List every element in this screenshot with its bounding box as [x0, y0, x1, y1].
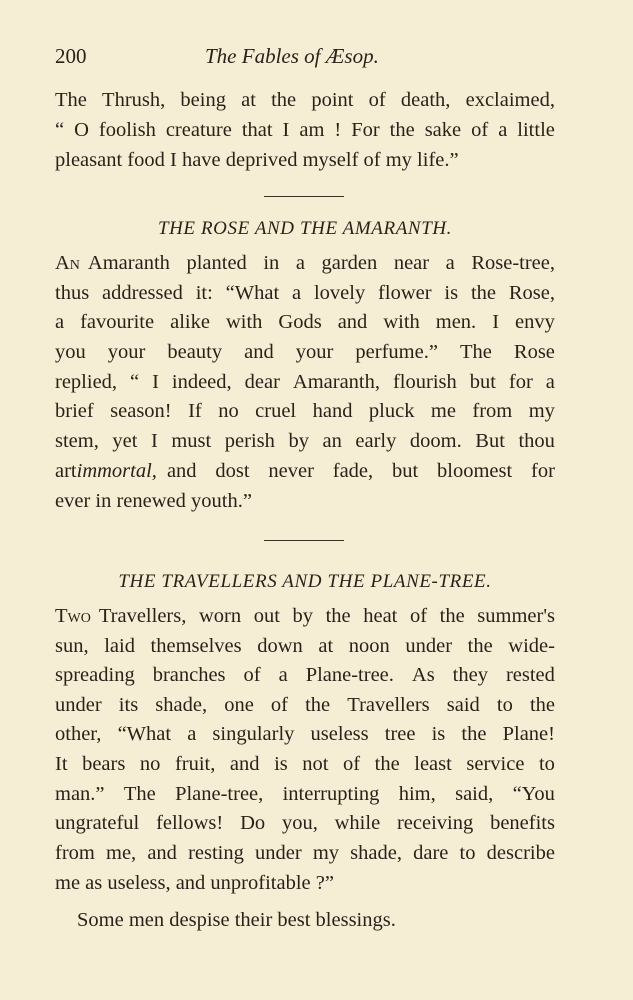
word: thou: [518, 430, 555, 452]
word: and: [147, 842, 177, 864]
word: receiving: [396, 812, 474, 834]
word: of: [368, 89, 386, 111]
word: you: [55, 341, 86, 363]
word: favourite: [80, 311, 155, 333]
word: for: [508, 371, 533, 393]
word: sake: [424, 119, 462, 141]
word: heat: [363, 605, 398, 627]
word: said,: [455, 783, 494, 805]
word: rested: [505, 664, 555, 686]
word: fade,: [332, 460, 374, 482]
word: interrupting: [282, 783, 380, 805]
word: garden: [321, 252, 378, 274]
word: exclaimed,: [465, 89, 555, 111]
word: worn: [198, 605, 242, 627]
fable1-line-7: [55, 426, 555, 456]
word: a: [292, 282, 302, 304]
word: of: [409, 605, 428, 627]
word: is: [431, 723, 446, 745]
word: me: [430, 400, 456, 422]
intro-line-3: pleasant food I have deprived myself of my life.”: [55, 149, 459, 171]
word: by: [292, 605, 313, 627]
word: hand: [312, 400, 353, 422]
word: noon: [348, 635, 390, 657]
word: stem,: [55, 430, 99, 452]
word: Do: [240, 812, 266, 834]
word: bears: [82, 753, 126, 775]
word: with: [383, 311, 420, 333]
fable2-last-line: me as useless, and unprofitable ?”: [55, 872, 334, 894]
word: foolish: [98, 119, 156, 141]
word: down: [257, 635, 303, 657]
word: said: [446, 694, 480, 716]
word: It: [55, 753, 68, 775]
fable1-line-4: [55, 337, 555, 367]
word: fellows!: [156, 812, 224, 834]
fable1-line-1-rest: [88, 248, 555, 278]
word: thus: [55, 282, 90, 304]
word: of: [270, 694, 288, 716]
word: of: [243, 664, 261, 686]
word: near: [393, 252, 430, 274]
word: cruel: [255, 400, 297, 422]
word: a: [545, 371, 555, 393]
word: least: [414, 753, 452, 775]
word: in: [263, 252, 280, 274]
word: indeed,: [171, 371, 232, 393]
word: the: [470, 282, 496, 304]
word: they: [452, 664, 488, 686]
word: from: [55, 842, 95, 864]
word: describe: [486, 842, 555, 864]
word: and: [244, 341, 274, 363]
word: tree: [384, 723, 416, 745]
fable2-dropcap: Two: [55, 605, 91, 627]
word: the: [439, 605, 465, 627]
word: addressed: [102, 282, 183, 304]
word: Rose: [513, 341, 555, 363]
intro-line-1: [55, 85, 555, 115]
word: one: [224, 694, 254, 716]
word: beauty: [167, 341, 223, 363]
word: the: [467, 635, 493, 657]
word: its: [118, 694, 139, 716]
word: point: [311, 89, 354, 111]
word: under: [55, 694, 102, 716]
word: If: [188, 400, 202, 422]
word: and: [337, 311, 368, 333]
word: that: [241, 119, 273, 141]
word: season!: [110, 400, 172, 422]
word: to: [538, 753, 555, 775]
word: him,: [398, 783, 436, 805]
word: men.: [435, 311, 477, 333]
word: “What: [225, 282, 280, 304]
word: lovely: [313, 282, 366, 304]
word: fruit,: [174, 753, 216, 775]
word: Amaranth: [87, 252, 170, 274]
word: Rose-tree,: [471, 252, 555, 274]
word: The: [459, 341, 492, 363]
word: shade,: [350, 842, 402, 864]
word: service: [466, 753, 525, 775]
fable2-line-6: [55, 749, 555, 779]
word: and: [166, 460, 197, 482]
word: sun,: [55, 635, 89, 657]
word: your: [107, 341, 146, 363]
fable1-line-3: [55, 307, 555, 337]
word: never: [268, 460, 314, 482]
word: As: [411, 664, 435, 686]
word: useless: [310, 723, 369, 745]
word: ungrateful: [55, 812, 140, 834]
word: perish: [224, 430, 275, 452]
word: shade,: [155, 694, 208, 716]
word: Travellers,: [98, 605, 187, 627]
word: me,: [106, 842, 137, 864]
word: I: [492, 311, 500, 333]
fable2-line-2: [55, 631, 555, 661]
word: death,: [400, 89, 451, 111]
section-divider-2: [264, 540, 344, 541]
word: a: [295, 252, 305, 274]
word: an: [322, 430, 342, 452]
fable1-line-8: [55, 456, 555, 486]
word: spreading: [55, 664, 135, 686]
word: the: [305, 694, 331, 716]
word: at: [241, 89, 256, 111]
word: “: [55, 119, 65, 141]
word: For: [351, 119, 380, 141]
section-divider-1: [264, 196, 344, 197]
word: is: [444, 282, 459, 304]
word: The: [55, 89, 87, 111]
word: by: [288, 430, 309, 452]
word: perfume.”: [355, 341, 438, 363]
word: and: [229, 753, 260, 775]
fable1-line-8-pre: art: [55, 460, 77, 482]
word: a: [187, 723, 197, 745]
word: pluck: [368, 400, 415, 422]
word: the: [271, 89, 297, 111]
word: laid: [104, 635, 135, 657]
word: no: [218, 400, 239, 422]
word: under: [405, 635, 453, 657]
fable1-italic-word: immortal,: [76, 460, 157, 482]
word: a: [278, 664, 288, 686]
fable-title-rose-amaranth: THE ROSE AND THE AMARANTH.: [157, 218, 453, 239]
word: summer's: [477, 605, 555, 627]
word: the: [461, 723, 487, 745]
word: your: [295, 341, 334, 363]
word: a: [445, 252, 455, 274]
fable1-line-8-post: [167, 456, 555, 486]
fable2-line-7: [55, 779, 555, 809]
word: a: [55, 311, 65, 333]
word: with: [225, 311, 263, 333]
fable1-line-6: [55, 396, 555, 426]
word: singularly: [212, 723, 295, 745]
word: being: [180, 89, 226, 111]
word: The: [123, 783, 156, 805]
word: dare: [413, 842, 449, 864]
intro-line-2: [55, 115, 555, 145]
word: it:: [195, 282, 213, 304]
word: Amaranth,: [292, 371, 380, 393]
fable1-line-5: [55, 367, 555, 397]
word: O: [74, 119, 89, 141]
word: resting: [188, 842, 244, 864]
word: but: [469, 371, 496, 393]
fable2-line-3: [55, 660, 555, 690]
word: doom.: [409, 430, 462, 452]
word: dear: [244, 371, 280, 393]
word: I: [152, 371, 159, 393]
word: Gods: [278, 311, 322, 333]
word: But: [475, 430, 505, 452]
word: themselves: [150, 635, 242, 657]
running-title: The Fables of Æsop.: [205, 44, 379, 68]
word: replied,: [55, 371, 118, 393]
word: flower: [378, 282, 432, 304]
word: is: [274, 753, 288, 775]
word: creature: [165, 119, 232, 141]
word: Travellers: [347, 694, 430, 716]
word: Plane!: [502, 723, 555, 745]
page-number: 200: [55, 44, 87, 68]
word: my: [312, 842, 340, 864]
word: to: [496, 694, 513, 716]
fable2-line-5: [55, 719, 555, 749]
word: other,: [55, 723, 102, 745]
page-header: [55, 44, 555, 74]
fable2-line-4: [55, 690, 555, 720]
word: early: [355, 430, 397, 452]
word: to: [459, 842, 476, 864]
word: the: [389, 119, 415, 141]
word: from: [472, 400, 513, 422]
word: of: [471, 119, 489, 141]
word: envy: [515, 311, 555, 333]
word: the: [529, 694, 555, 716]
fable1-line-1: [55, 248, 555, 278]
word: Plane-tree.: [305, 664, 394, 686]
word: flourish: [392, 371, 457, 393]
word: benefits: [490, 812, 555, 834]
word: branches: [152, 664, 226, 686]
word: “: [130, 371, 140, 393]
fable1-line-2: [55, 278, 555, 308]
word: “What: [117, 723, 172, 745]
fable2-moral: Some men despise their best blessings.: [77, 909, 396, 931]
word: Rose,: [508, 282, 555, 304]
word: “You: [512, 783, 555, 805]
fable1-dropcap: An: [55, 252, 80, 274]
fable2-line-8: [55, 808, 555, 838]
word: wide-: [508, 635, 555, 657]
word: for: [531, 460, 555, 482]
fable2-line-9: [55, 838, 555, 868]
word: yet: [112, 430, 138, 452]
word: not: [302, 753, 329, 775]
fable1-last-line: ever in renewed youth.”: [55, 490, 252, 512]
word: alike: [170, 311, 210, 333]
word: under: [255, 842, 302, 864]
word: planted: [186, 252, 247, 274]
word: must: [171, 430, 212, 452]
word: I: [282, 119, 290, 141]
word: my: [528, 400, 555, 422]
word: out: [253, 605, 280, 627]
word: brief: [55, 400, 94, 422]
fable-title-travellers: THE TRAVELLERS AND THE PLANE-TREE.: [118, 571, 492, 592]
word: a: [498, 119, 508, 141]
word: am: [299, 119, 325, 141]
word: bloomest: [437, 460, 513, 482]
word: !: [334, 119, 342, 141]
word: Plane-tree,: [175, 783, 264, 805]
word: Thrush,: [102, 89, 166, 111]
fable2-line-1: [55, 601, 555, 631]
fable2-line-1-rest: [99, 601, 555, 631]
word: man.”: [55, 783, 105, 805]
word: the: [325, 605, 351, 627]
word: no: [139, 753, 161, 775]
word: dost: [215, 460, 250, 482]
word: I: [150, 430, 158, 452]
word: while: [334, 812, 381, 834]
word: little: [517, 119, 555, 141]
word: at: [318, 635, 334, 657]
word: the: [374, 753, 400, 775]
word: you,: [281, 812, 318, 834]
word: but: [391, 460, 419, 482]
word: of: [343, 753, 361, 775]
